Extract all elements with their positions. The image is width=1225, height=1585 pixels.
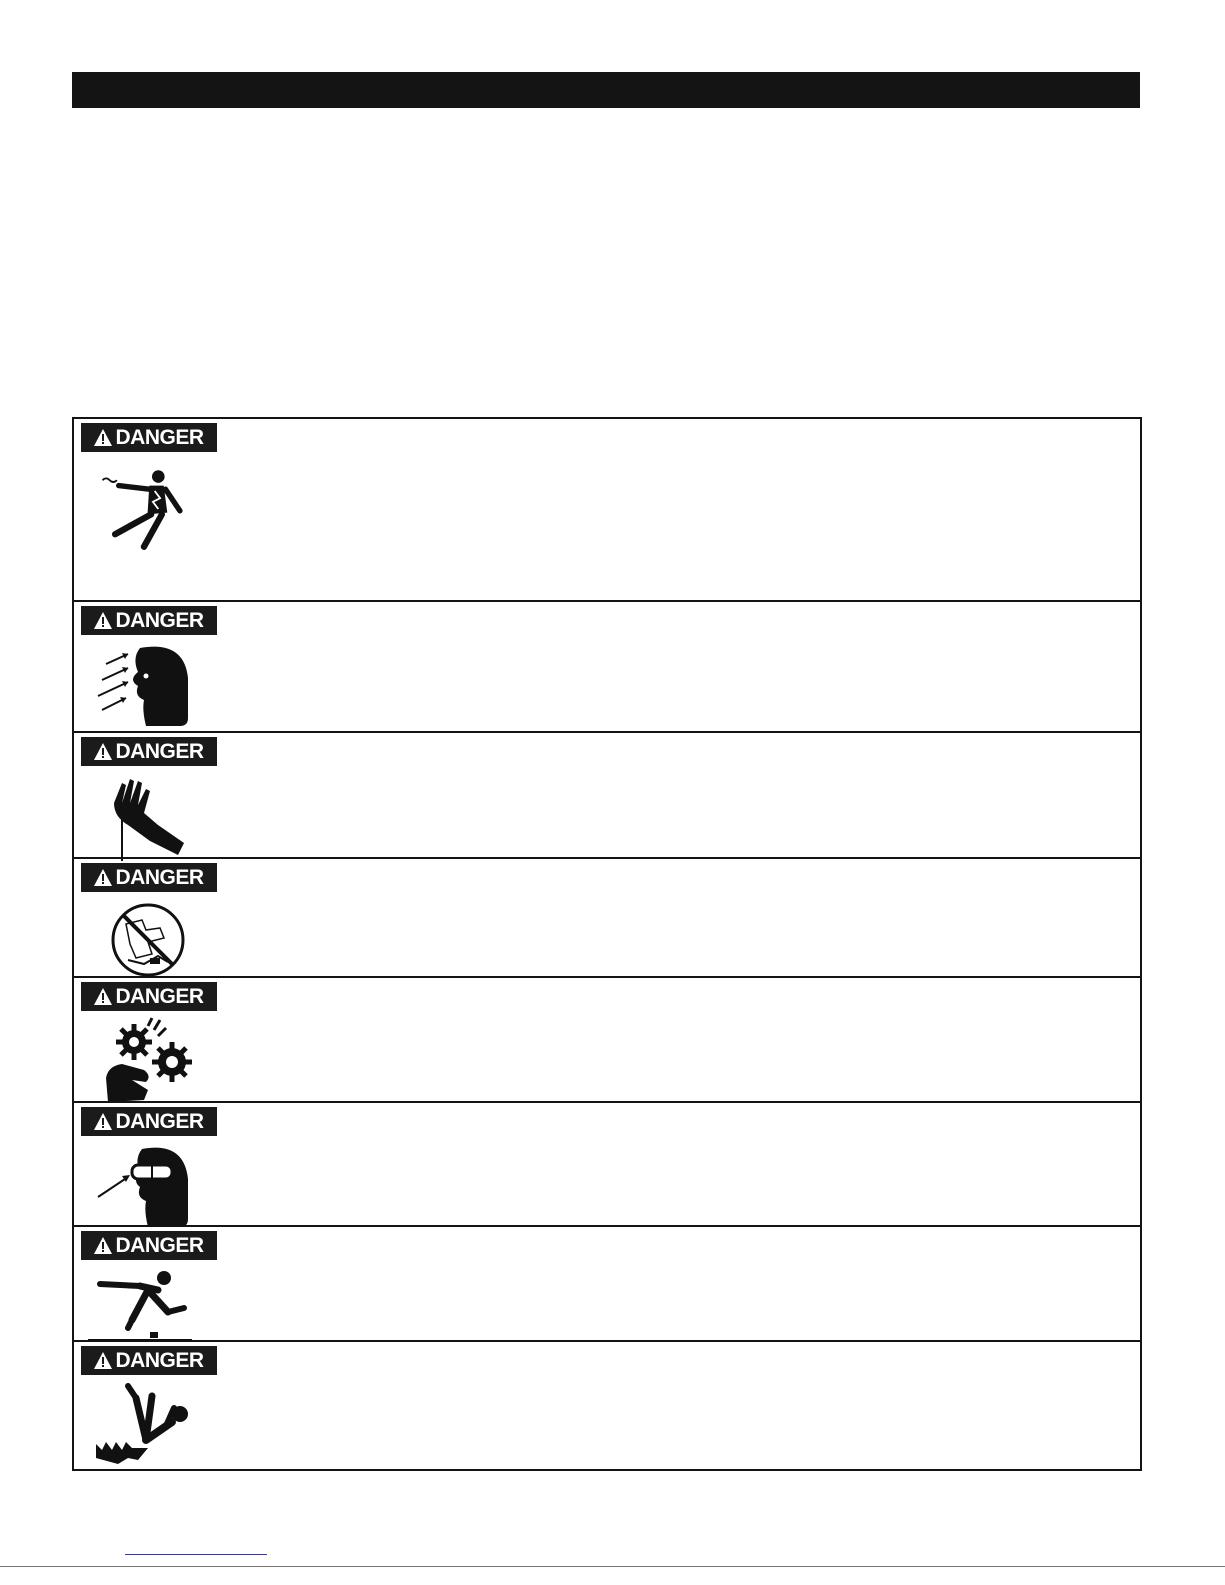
danger-label: DANGER	[115, 739, 204, 763]
warning-row-flying-debris	[74, 602, 1140, 733]
danger-badge	[81, 1107, 217, 1136]
hand-entanglement-gears-icon	[88, 1016, 198, 1106]
warning-triangle-icon	[94, 612, 112, 629]
danger-badge	[81, 423, 217, 452]
warning-row-eye-protection	[74, 1103, 1140, 1227]
danger-badge	[81, 863, 217, 892]
warning-triangle-icon	[94, 1352, 112, 1369]
electric-shock-icon	[88, 464, 198, 554]
warning-triangle-icon	[94, 1237, 112, 1254]
warning-row-no-contact	[74, 859, 1140, 978]
warning-triangle-icon	[94, 988, 112, 1005]
falling-hazard-icon	[88, 1378, 198, 1468]
danger-label: DANGER	[115, 1233, 204, 1257]
danger-badge	[81, 1231, 217, 1260]
warning-row-electric-shock	[74, 419, 1140, 602]
eye-protection-goggles-icon	[88, 1141, 198, 1231]
no-sewer-contact-icon	[88, 895, 198, 985]
danger-label: DANGER	[115, 425, 204, 449]
warning-triangle-icon	[94, 743, 112, 760]
tripping-hazard-icon	[88, 1263, 198, 1353]
danger-warnings-table	[72, 417, 1142, 1471]
danger-badge	[81, 1346, 217, 1375]
danger-label: DANGER	[115, 865, 204, 889]
footer-link-underline[interactable]	[125, 1554, 267, 1555]
flying-debris-face-icon	[88, 640, 198, 730]
warning-triangle-icon	[94, 869, 112, 886]
warning-triangle-icon	[94, 429, 112, 446]
danger-label: DANGER	[115, 608, 204, 632]
warning-row-hand-puncture	[74, 733, 1140, 859]
warning-row-falling	[74, 1342, 1140, 1469]
danger-label: DANGER	[115, 1109, 204, 1133]
footer-divider	[0, 1566, 1225, 1567]
header-bar	[72, 72, 1140, 108]
warning-row-tripping	[74, 1227, 1140, 1342]
danger-label: DANGER	[115, 984, 204, 1008]
danger-badge	[81, 606, 217, 635]
danger-badge	[81, 737, 217, 766]
hand-puncture-icon	[88, 773, 198, 863]
warning-triangle-icon	[94, 1113, 112, 1130]
danger-label: DANGER	[115, 1348, 204, 1372]
warning-row-entanglement	[74, 978, 1140, 1103]
danger-badge	[81, 982, 217, 1011]
